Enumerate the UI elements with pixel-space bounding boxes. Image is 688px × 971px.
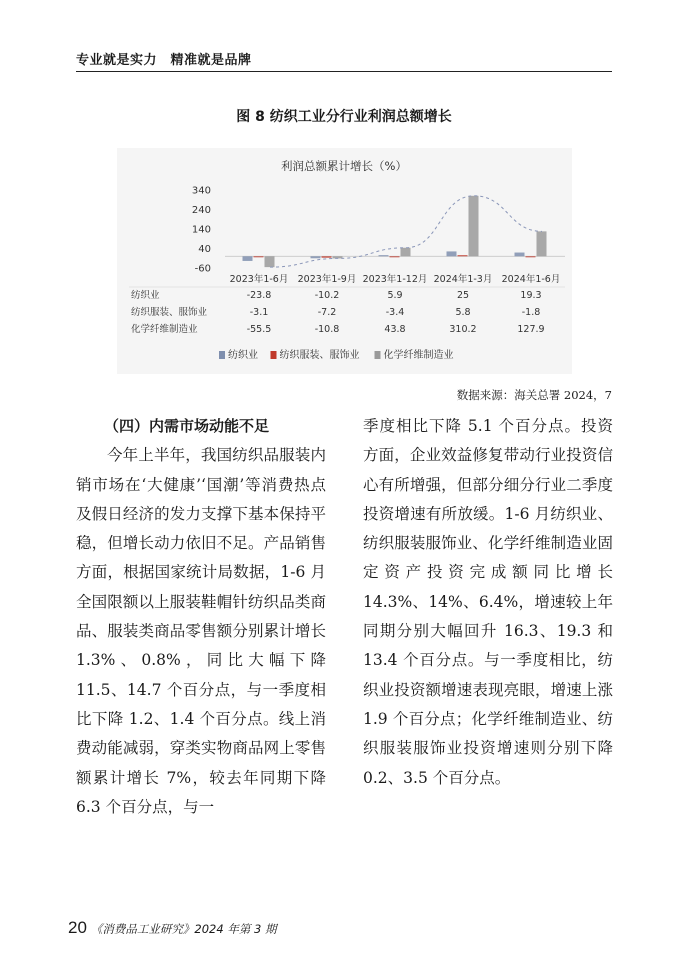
paragraph: 季度相比下降 5.1 个百分点。投资方面，企业效益修复带动行业投资信心有所增强，但部分细分行业二季度投资增速有所放缓。1-6 月纺织业、纺织服装服饰业、化学纤维制造业固定资产投资完成额同比增长 14.3%、14%、6.4%，增速较上年同期分别大幅回升 16.3、19.3 和 13.4 个百分点。与一季度相比，纺织业投资额增速表现亮眼，增速上涨 1.9 个百分点；化学纤维制造业、纺织服装服饰业投资增速则分别下降 0.2、3.5 个百分点。 <box>363 417 613 787</box>
section-heading: （四）内需市场动能不足 <box>104 417 270 435</box>
table-cell: 5.9 <box>387 290 403 301</box>
left-column <box>76 412 326 822</box>
bar-1-4 <box>526 256 536 257</box>
figure-source: 数据来源：海关总署 2024，7 <box>456 388 612 402</box>
paragraph: 今年上半年，我国纺织品服装内销市场在‘大健康’‘国潮’等消费热点及假日经济的发力支撑下基本保持平稳，但增长动力依旧不足。产品销售方面，根据国家统计局数据，1-6 月全国限额以上服装鞋帽针纺织品类商品、服装类商品零售额分别累计增长 1.3%、0.8%，同比大幅下降 11.5、14.7 个百分点，与一季度相比下降 1.2、1.4 个百分点。线上消费动能减弱，穿类实物商品网上零售额累计增长 7%，较去年同期下降 6.3 个百分点，与一 <box>76 446 326 816</box>
y-tick-label: 340 <box>191 185 211 197</box>
y-tick-label: 40 <box>198 244 211 255</box>
figure-caption: 图 8 纺织工业分行业利润总额增长 <box>236 109 452 125</box>
bar-2-4 <box>537 231 547 256</box>
legend-label: 纺织服装、服饰业 <box>279 350 360 361</box>
table-cell: 43.8 <box>384 324 406 335</box>
category-label: 2024年1-3月 <box>433 274 493 285</box>
journal-name: 《消费品工业研究》2024 年第 3 期 <box>90 922 277 936</box>
y-tick-label: 140 <box>191 224 211 236</box>
table-cell: 5.8 <box>455 307 471 318</box>
table-cell: -3.1 <box>249 307 269 318</box>
legend-swatch <box>375 351 381 359</box>
bar-0-4 <box>515 253 525 257</box>
bar-1-3 <box>458 255 468 256</box>
bar-0-0 <box>243 256 253 261</box>
legend-swatch <box>219 351 225 359</box>
table-cell: 310.2 <box>449 324 477 335</box>
legend-label: 化学纤维制造业 <box>383 350 454 361</box>
table-cell: -55.5 <box>246 324 272 335</box>
page-number: 20 <box>68 918 87 937</box>
chart-title: 利润总额累计增长（%） <box>281 159 407 173</box>
table-cell: -10.8 <box>314 324 340 335</box>
table-cell: -7.2 <box>317 307 337 318</box>
table-cell: -23.8 <box>246 290 272 301</box>
table-cell: -3.4 <box>385 307 405 318</box>
category-label: 2024年1-6月 <box>501 274 561 285</box>
table-cell: 19.3 <box>520 290 542 301</box>
category-label: 2023年1-9月 <box>297 274 357 285</box>
legend-label: 纺织业 <box>228 350 258 361</box>
bar-1-1 <box>322 256 332 257</box>
bar-2-3 <box>469 196 479 256</box>
chart <box>117 148 572 374</box>
bar-2-0 <box>265 256 275 267</box>
bar-0-3 <box>447 251 457 256</box>
legend-swatch <box>271 351 277 359</box>
category-label: 2023年1-6月 <box>229 274 289 285</box>
bar-0-1 <box>311 256 321 258</box>
chart-svg <box>117 148 572 374</box>
bar-1-2 <box>390 256 400 257</box>
table-cell: -10.2 <box>314 290 340 301</box>
right-column <box>363 412 613 793</box>
table-cell: -1.8 <box>521 307 541 318</box>
y-tick-label: 240 <box>191 205 211 216</box>
category-label: 2023年1-12月 <box>362 274 428 285</box>
bar-2-2 <box>401 248 411 257</box>
table-row-label: 纺织业 <box>131 290 160 301</box>
table-row-label: 化学纤维制造业 <box>131 324 198 335</box>
table-row-label: 纺织服装、服饰业 <box>131 307 208 318</box>
header-rule <box>76 71 612 72</box>
table-cell: 25 <box>456 290 470 301</box>
header-slogan: 专业就是实力 精准就是品牌 <box>76 53 252 68</box>
footer <box>68 918 276 938</box>
bar-0-2 <box>379 255 389 256</box>
table-cell: 127.9 <box>517 324 545 335</box>
bar-1-0 <box>254 256 264 257</box>
y-tick-label: -60 <box>194 263 211 275</box>
